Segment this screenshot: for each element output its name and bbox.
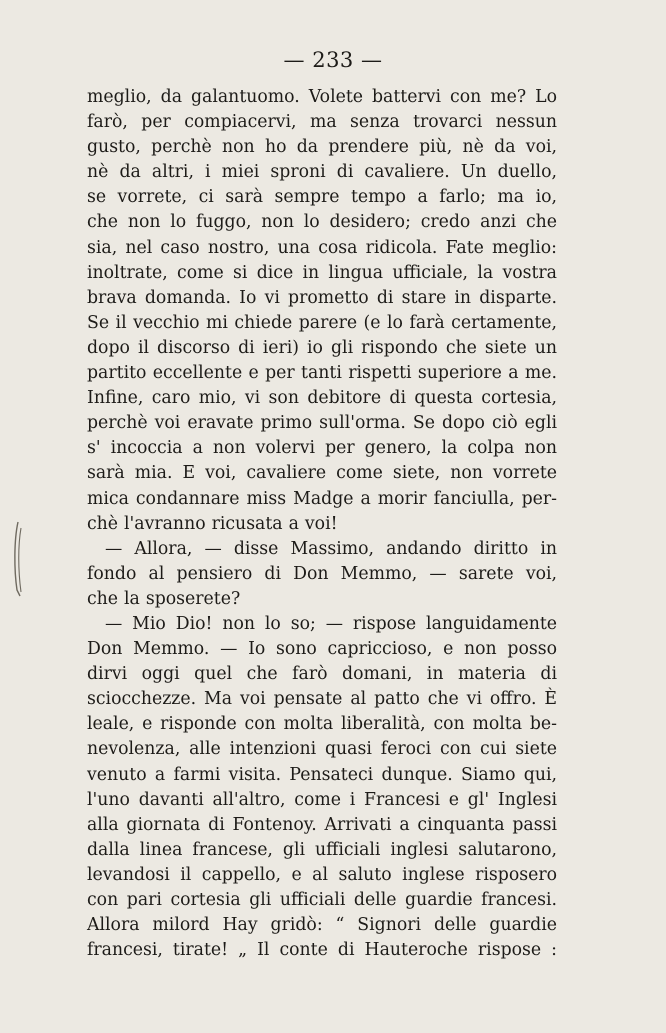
text-line: l'uno davanti all'altro, come i Francesi e gl' Inglesi (87, 789, 557, 810)
text-line: levandosi il cappello, e al saluto inglese risposero (87, 864, 557, 885)
text-line: Infine, caro mio, vi son debitore di questa cortesia, (87, 388, 557, 409)
text-line: sciocchezze. Ma voi pensate al patto che vi offro. È (87, 689, 557, 710)
text-line: dopo il discorso di ieri) io gli rispondo che siete un (87, 337, 557, 358)
text-line: nevolenza, alle intenzioni quasi feroci con cui siete (87, 739, 557, 760)
text-line: leale, e risponde con molta liberalità, con molta be- (87, 714, 557, 735)
text-line: meglio, da galantuomo. Volete battervi con me? Lo (87, 87, 557, 107)
text-line: perchè voi eravate primo sull'orma. Se dopo ciò egli (87, 413, 557, 434)
text-line: s' incoccia a non volervi per genero, la colpa non (87, 438, 557, 459)
text-line: che non lo fuggo, non lo desidero; credo anzi che (87, 212, 557, 233)
text-line: venuto a farmi visita. Pensateci dunque. Siamo qui, (87, 764, 557, 785)
text-line: brava domanda. Io vi prometto di stare in disparte. (87, 287, 557, 308)
text-line: — Mio Dio! non lo so; — rispose languidamente (105, 613, 557, 634)
text-line: dirvi oggi quel che farò domani, in materia di (87, 664, 557, 685)
text-line: alla giornata di Fontenoy. Arrivati a cinquanta passi (87, 814, 557, 835)
text-line: inoltrate, come si dice in lingua ufficiale, la vostra (87, 262, 557, 283)
text-line: chè l'avranno ricusata a voi! (87, 513, 338, 534)
text-line: farò, per compiacervi, ma senza trovarci nessun (87, 112, 557, 133)
margin-pencil-mark (8, 520, 28, 600)
body-text (87, 85, 557, 963)
text-line: dalla linea francese, gli ufficiali inglesi salutarono, (87, 839, 557, 860)
text-line: se vorrete, ci sarà sempre tempo a farlo; ma io, (87, 187, 557, 208)
text-line: Se il vecchio mi chiede parere (e lo farà certamente, (87, 312, 557, 333)
text-line: sarà mia. E voi, cavaliere come siete, non vorrete (87, 463, 557, 484)
text-line: Don Memmo. — Io sono capriccioso, e non posso (87, 639, 557, 660)
text-line: che la sposerete? (87, 588, 241, 609)
text-line: — Allora, — disse Massimo, andando diritto in (105, 538, 557, 559)
text-line: gusto, perchè non ho da prendere più, nè da voi, (87, 137, 557, 158)
page-number: — 233 — (283, 48, 383, 72)
text-line: nè da altri, i miei sproni di cavaliere. Un duello, (87, 162, 557, 183)
text-line: partito eccellente e per tanti rispetti superiore a me. (87, 363, 557, 384)
text-line: mica condannare miss Madge a morir fanciulla, per- (87, 488, 557, 509)
text-line: fondo al pensiero di Don Memmo, — sarete voi, (87, 563, 557, 584)
text-line: sia, nel caso nostro, una cosa ridicola. Fate meglio: (87, 237, 557, 258)
text-line: con pari cortesia gli ufficiali delle guardie francesi. (87, 890, 557, 910)
text-line: Allora milord Hay gridò: “ Signori delle guardie (87, 915, 557, 936)
text-line: francesi, tirate! „ Il conte di Hauteroche rispose : (87, 940, 557, 961)
